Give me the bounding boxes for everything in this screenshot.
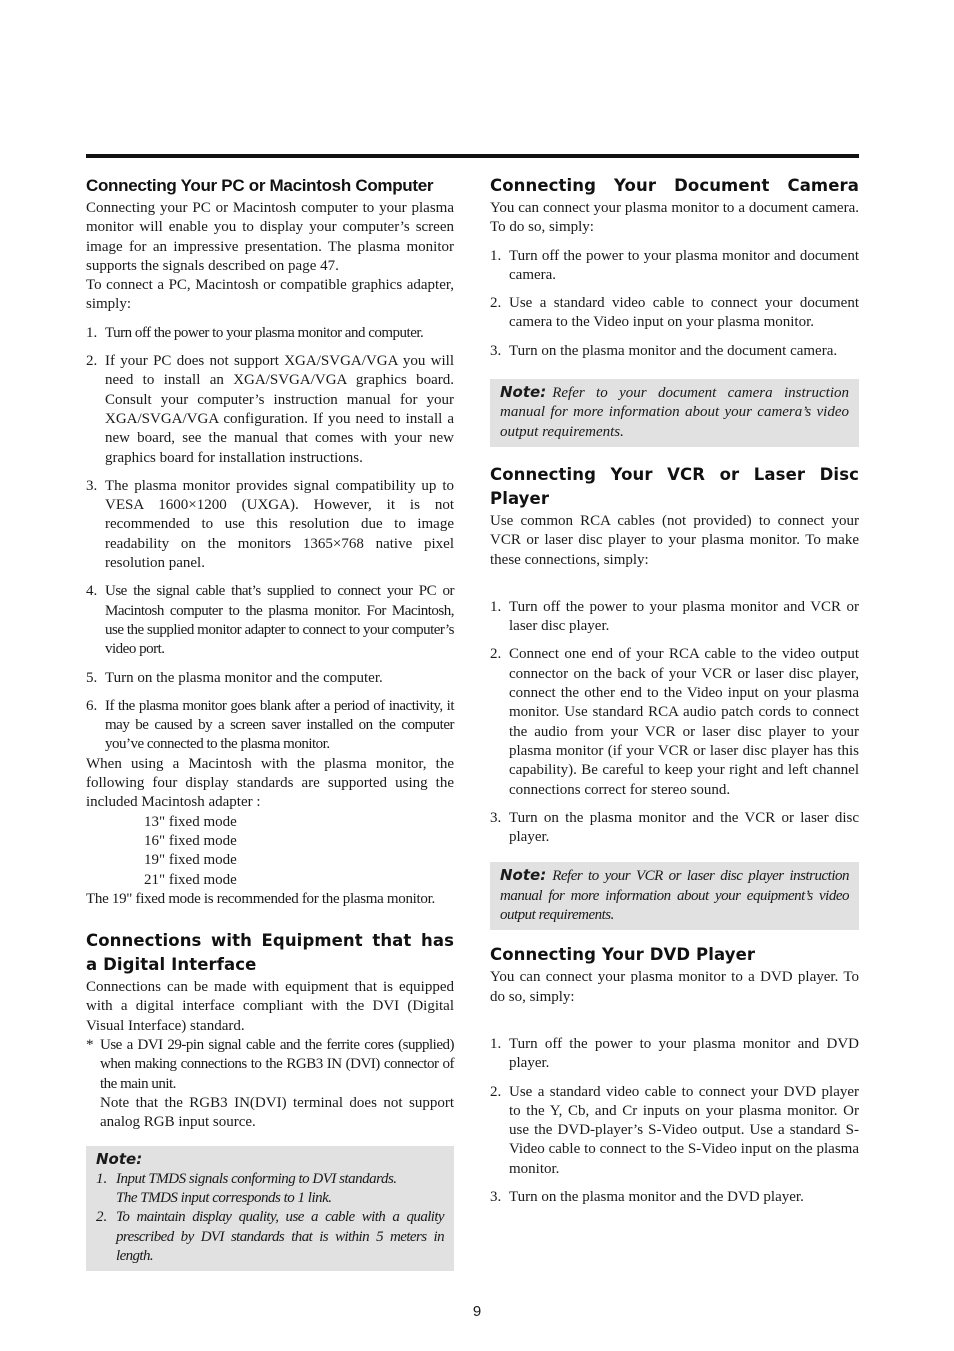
list-item: 3. Turn on the plasma monitor and the VCR or laser disc player. (490, 809, 859, 846)
section-title-pc: Connecting Your PC or Macintosh Computer (86, 176, 434, 195)
recommend-text: The 19" fixed mode is recommended for the plasma monitor. (86, 890, 435, 907)
list-item: 1. Turn off the power to your plasma monitor and computer. (86, 324, 424, 341)
pc-steps (86, 324, 454, 755)
note-item: 1. Input TMDS signals conforming to DVI standards. The TMDS input corresponds to 1 link. (96, 1170, 397, 1207)
list-item: 3. Turn on the plasma monitor and the document camera. (490, 342, 838, 359)
camera-steps (490, 247, 859, 361)
mode-item: 13" fixed mode (144, 813, 237, 830)
note-label: Note: (500, 866, 547, 885)
left-column (86, 174, 454, 1271)
list-item: 2. If your PC does not support XGA/SVGA/VGA you will need to install an XGA/SVGA/VGA graphics board. Consult your computer’s instruction manual for your XGA/SVGA/VGA configuration. If you need to install a new board, see the manual that comes with your new graphics board for installation instructions. (86, 353, 454, 466)
vcr-note-box: Note: Refer to your VCR or laser disc player instruction manual for more information about your equipment’s video output requirements. (490, 862, 859, 930)
list-item: 3. The plasma monitor provides signal compatibility up to VESA 1600×1200 (UXGA). However, it is not recommended to use this resolution due to image readability on the monitors 1365×768 native pixel resolution panel. (86, 477, 454, 572)
note-label: Note: (500, 383, 547, 402)
list-item: 2. Use a standard video cable to connect your DVD player to the Y, Cb, and Cr inputs on your plasma monitor. Or use the DVD-player’s S-Video output. Use a standard S-Video cable to connect to the S-Video input on the plasma monitor. (490, 1083, 859, 1177)
list-item: 1. Turn off the power to your plasma monitor and DVD player. (490, 1035, 859, 1072)
vcr-intro: Use common RCA cables (not provided) to connect your VCR or laser disc player to your plasma monitor. To make these connections, simply: (490, 512, 859, 568)
page-number: 9 (472, 1303, 482, 1320)
section-title-dvd: Connecting Your DVD Player (490, 945, 756, 965)
list-item: 3. Turn on the plasma monitor and the DVD player. (490, 1188, 804, 1205)
vcr-steps (490, 598, 859, 848)
camera-intro: You can connect your plasma monitor to a document camera. To do so, simply: (490, 200, 859, 236)
right-column (490, 174, 859, 1216)
dvi-bullet-note: Note that the RGB3 IN(DVI) terminal does not support analog RGB input source. (100, 1094, 454, 1131)
note-item: 2. To maintain display quality, use a cable with a quality prescribed by DVI standards that is within 5 meters in length. (96, 1209, 444, 1264)
camera-note-box: Note: Refer to your document camera instruction manual for more information about your camera’s video output requirements. (490, 379, 859, 447)
list-item: 6. If the plasma monitor goes blank after a period of inactivity, it may be caused by a screen saver installed on the computer you’ve connected to the plasma monitor. (86, 697, 454, 753)
top-rule (86, 154, 859, 158)
list-item: 1. Turn off the power to your plasma monitor and document camera. (490, 247, 859, 283)
section-title-camera: Connecting Your Document Camera (490, 176, 859, 195)
mode-item: 21" fixed mode (144, 871, 237, 888)
pc-intro2: To connect a PC, Macintosh or compatible graphics adapter, simply: (86, 277, 454, 313)
section-title-dvi: Connections with Equipment that has a Digital Interface (86, 931, 454, 975)
list-item: 4. Use the signal cable that’s supplied to connect your PC or Macintosh computer to the plasma monitor. For Macintosh, use the supplied monitor adapter to connect to your computer’s video port. (86, 583, 454, 658)
dvi-intro: Connections can be made with equipment that is equipped with a digital interface compliant with the DVI (Digital Visual Interface) standard. (86, 979, 454, 1034)
mode-item: 16" fixed mode (144, 832, 237, 849)
dvd-intro: You can connect your plasma monitor to a DVD player. To do so, simply: (490, 969, 859, 1005)
section-title-vcr: Connecting Your VCR or Laser Disc Player (490, 464, 859, 508)
list-item: 2. Use a standard video cable to connect your document camera to the Video input on your plasma monitor. (490, 295, 859, 331)
pc-intro: Connecting your PC or Macintosh computer to your plasma monitor will enable you to display your computer’s screen image for an impressive presentation. The plasma monitor supports the signals described on page 47. (86, 200, 454, 274)
note-label: Note: (96, 1150, 143, 1169)
list-item: 1. Turn off the power to your plasma monitor and VCR or laser disc player. (490, 598, 859, 635)
list-item: 5. Turn on the plasma monitor and the computer. (86, 669, 383, 686)
mac-text: When using a Macintosh with the plasma monitor, the following four display standards are supported using the included Macintosh adapter : (86, 755, 454, 811)
dvi-bullet: * Use a DVI 29-pin signal cable and the ferrite cores (supplied) when making connections to the RGB3 IN (DVI) connector of the main unit. (86, 1036, 454, 1092)
mode-item: 19" fixed mode (144, 852, 237, 869)
list-item: 2. Connect one end of your RCA cable to the video output connector on the back of your VCR or laser disc player, connect the other end to the Video input on your plasma monitor. Use standard RCA audio patch cords to connect the audio from your VCR or laser disc player to your plasma monitor (if your VCR or laser disc player has this capability). Be careful to keep your right and left channel connections correct for stereo sound. (490, 646, 859, 798)
dvi-note-box (86, 1146, 454, 1271)
dvd-steps (490, 1035, 859, 1207)
